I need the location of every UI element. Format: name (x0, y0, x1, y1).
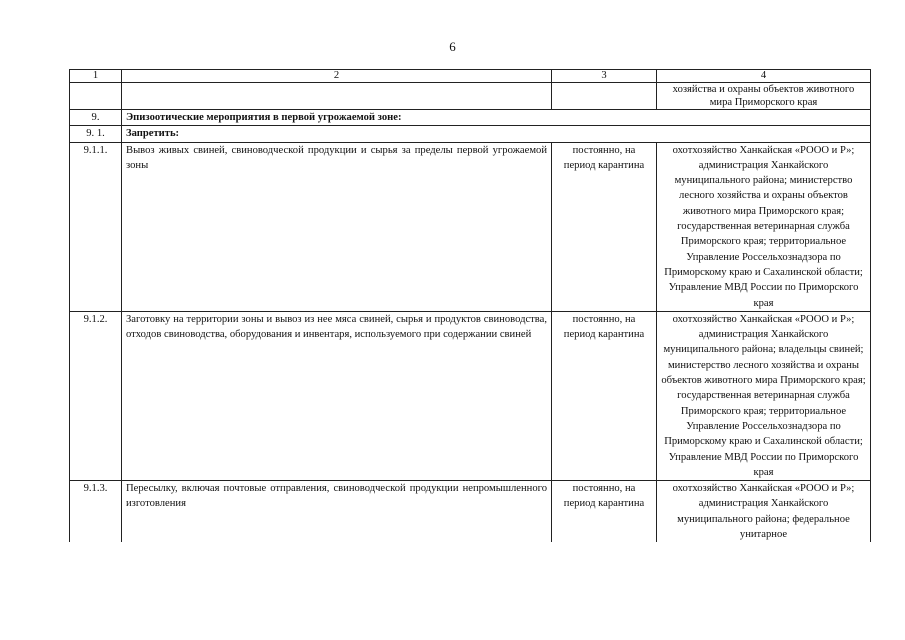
column-header: 1 (70, 70, 122, 83)
section-number: 9. (70, 110, 122, 126)
period-cell (552, 83, 657, 110)
column-header: 4 (657, 70, 871, 83)
subsection-row (70, 126, 871, 142)
table-header-row (70, 70, 871, 83)
section-title: Эпизоотические мероприятия в первой угрожаемой зоне: (122, 110, 871, 126)
row-number-cell: 9.1.2. (70, 311, 122, 480)
measure-cell: Вывоз живых свиней, свиноводческой продукции и сырья за пределы первой угрожаемой зоны (122, 142, 552, 311)
table-row (70, 311, 871, 480)
measures-table (69, 69, 871, 542)
table-row (70, 481, 871, 543)
measure-cell (122, 83, 552, 110)
period-cell: постоянно, на период карантина (552, 481, 657, 543)
row-number-cell (70, 83, 122, 110)
row-number-cell: 9.1.1. (70, 142, 122, 311)
measure-cell: Заготовку на территории зоны и вывоз из нее мяса свиней, сырья и продуктов свиноводства, отходов свиноводства, оборудования и инвентаря, используемого при содержании свиней (122, 311, 552, 480)
measure-cell: Пересылку, включая почтовые отправления, свиноводческой продукции непромышленного изготовления (122, 481, 552, 543)
subsection-number: 9. 1. (70, 126, 122, 142)
responsible-cell: охотхозяйство Ханкайская «РООО и Р»; администрация Ханкайского муниципального района; министерство лесного хозяйства и охраны объектов животного мира Приморского края; государственная ветеринарная служба Приморского края; территориальное Управление Россельхознадзора по Приморскому краю и Сахалинской области; Управление МВД России по Приморского края (657, 142, 871, 311)
table-row-continuation (70, 83, 871, 110)
page-number: 6 (449, 39, 456, 54)
period-cell: постоянно, на период карантина (552, 311, 657, 480)
responsible-cell: охотхозяйство Ханкайская «РООО и Р»; администрация Ханкайского муниципального района; федеральное унитарное (657, 481, 871, 543)
column-header: 2 (122, 70, 552, 83)
table-row (70, 142, 871, 311)
row-number-cell: 9.1.3. (70, 481, 122, 543)
section-row (70, 110, 871, 126)
column-header: 3 (552, 70, 657, 83)
period-cell: постоянно, на период карантина (552, 142, 657, 311)
subsection-title: Запретить: (122, 126, 871, 142)
responsible-cell: хозяйства и охраны объектов животного мира Приморского края (657, 83, 871, 110)
responsible-cell: охотхозяйство Ханкайская «РООО и Р»; администрация Ханкайского муниципального района; владельцы свиней; министерство лесного хозяйства и охраны объектов животного мира Приморского края; государственная ветеринарная служба Приморского края; территориальное Управление Россельхознадзора по Приморскому краю и Сахалинской области; Управление МВД России по Приморского края (657, 311, 871, 480)
